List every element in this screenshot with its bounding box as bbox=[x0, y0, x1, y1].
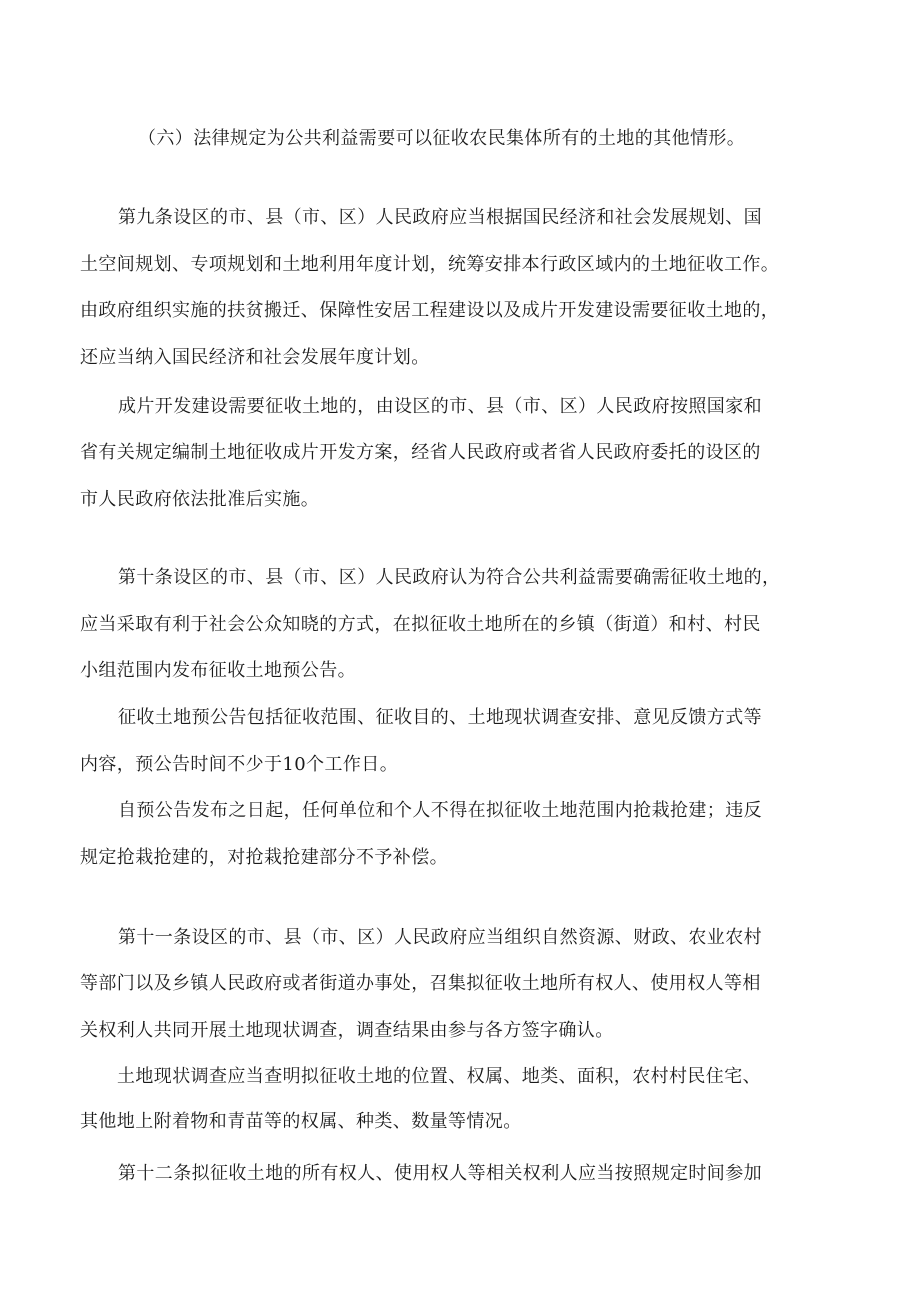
paragraph-line: 成片开发建设需要征收土地的，由设区的市、县（市、区）人民政府按照国家和 bbox=[118, 396, 762, 417]
paragraph-line: （六）法律规定为公共利益需要可以征收农民集体所有的土地的其他情形。 bbox=[138, 128, 746, 149]
paragraph-line: 内容，预公告时间不少于10个工作日。 bbox=[80, 754, 399, 775]
paragraph-line: 土地现状调查应当查明拟征收土地的位置、权属、地类、面积，农村村民住宅、 bbox=[117, 1066, 761, 1087]
paragraph-line: 应当采取有利于社会公众知晓的方式，在拟征收土地所在的乡镇（街道）和村、村民 bbox=[80, 614, 761, 635]
paragraph-line: 第十二条拟征收土地的所有权人、使用权人等相关权利人应当按照规定时间参加 bbox=[118, 1163, 762, 1184]
paragraph-line: 小组范围内发布征收土地预公告。 bbox=[80, 660, 356, 681]
paragraph-line: 省有关规定编制土地征收成片开发方案，经省人民政府或者省人民政府委托的设区的 bbox=[80, 442, 761, 463]
paragraph-line: 第九条设区的市、县（市、区）人民政府应当根据国民经济和社会发展规划、国 bbox=[118, 207, 762, 228]
paragraph-line: 第十一条设区的市、县（市、区）人民政府应当组织自然资源、财政、农业农村 bbox=[118, 927, 762, 948]
paragraph-line: 征收土地预公告包括征收范围、征收目的、土地现状调查安排、意见反馈方式等 bbox=[118, 707, 762, 728]
paragraph-line: 第十条设区的市、县（市、区）人民政府认为符合公共利益需要确需征收土地的， bbox=[118, 567, 781, 588]
paragraph-line: 还应当纳入国民经济和社会发展年度计划。 bbox=[80, 347, 430, 368]
paragraph-line: 由政府组织实施的扶贫搬迁、保障性安居工程建设以及成片开发建设需要征收土地的， bbox=[80, 300, 780, 321]
paragraph-line: 关权利人共同开展土地现状调查，调查结果由参与各方签字确认。 bbox=[80, 1020, 614, 1041]
paragraph-line: 自预公告发布之日起，任何单位和个人不得在拟征收土地范围内抢栽抢建；违反 bbox=[118, 800, 762, 821]
paragraph-line: 市人民政府依法批准后实施。 bbox=[80, 489, 320, 510]
paragraph-line: 土空间规划、专项规划和土地利用年度计划，统筹安排本行政区域内的土地征收工作。 bbox=[80, 254, 780, 275]
paragraph-line: 规定抢栽抢建的，对抢栽抢建部分不予补偿。 bbox=[80, 847, 448, 868]
paragraph-line: 等部门以及乡镇人民政府或者街道办事处，召集拟征收土地所有权人、使用权人等相 bbox=[80, 973, 761, 994]
paragraph-line: 其他地上附着物和青苗等的权属、种类、数量等情况。 bbox=[80, 1111, 522, 1132]
